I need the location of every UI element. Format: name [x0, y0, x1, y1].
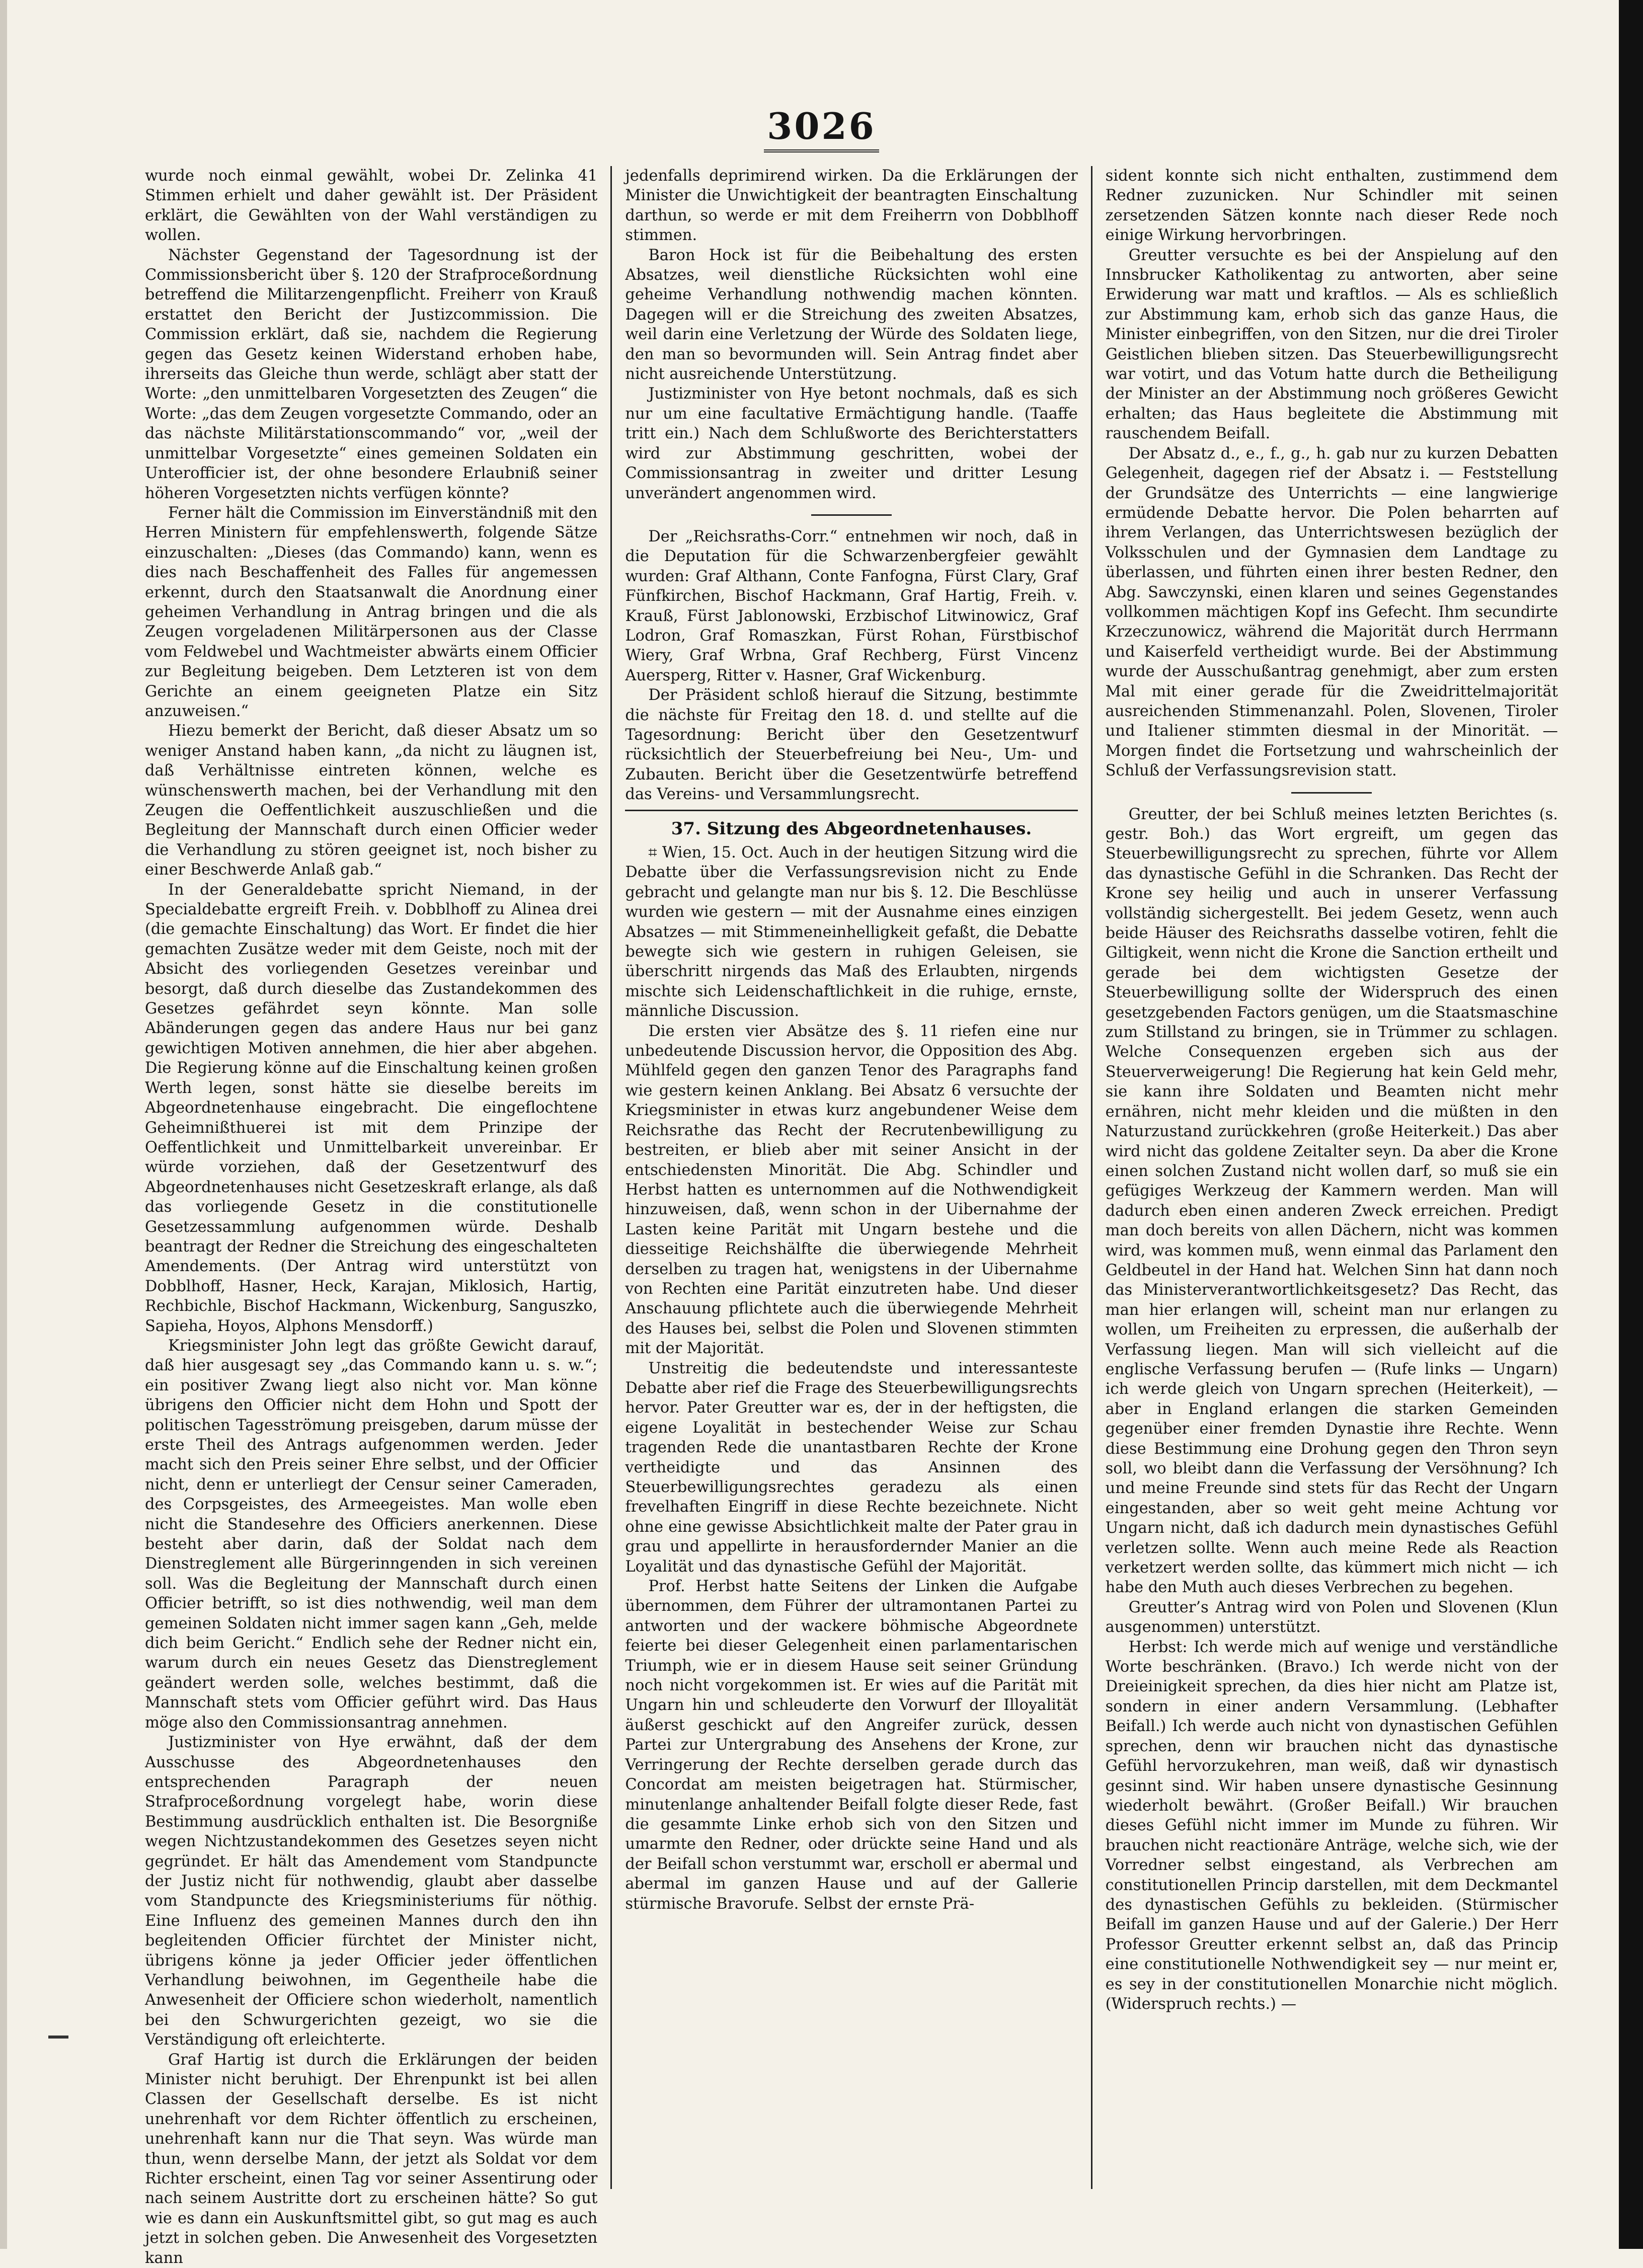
margin-mark [48, 2036, 68, 2039]
paragraph: Greutter’s Antrag wird von Polen und Slovenen (Klun ausgenommen) unterstützt. [1105, 1598, 1558, 1636]
page-edge-left [0, 0, 7, 2249]
section-separator [1291, 792, 1372, 794]
paragraph: Prof. Herbst hatte Seitens der Linken die Aufgabe übernommen, dem Führer der ultramontanen Partei zu antworten und der wackere böhmische Abgeordnete feierte bei dieser Gelegenheit einen parlamentarischen Triumph, wie er in diesem Hause seit seiner Gründung noch nicht vorgekommen ist. Er wies auf die Parität mit Ungarn hin und schleuderte den Vorwurf der Illoyalität äußerst geschickt auf den Angreifer zurück, dessen Partei zur Untergrabung des Ansehens der Krone, zur Verringerung der Rechte derselben gerade durch das Concordat am meisten beigetragen hat. Stürmischer, minutenlange anhaltender Beifall folgte dieser Rede, fast die gesammte Linke erhob sich von den Sitzen und umarmte den Redner, oder drückte seine Hand und als der Beifall schon verstummt war, erscholl er abermal und abermal im ganzen Hause und auf der Gallerie stürmische Bravorufe. Selbst der ernste Prä- [625, 1578, 1078, 1913]
paragraph: Justizminister von Hye erwähnt, daß der dem Ausschusse des Abgeordnetenhauses den entsprechenden Paragraph der neuen Strafproceßordnung vorgelegt habe, worin diese Bestimmung ausdrücklich enthalten ist. Die Besorgniße wegen Nichtzustandekommen des Gesetzes seyen nicht gegründet. Er hält das Amendement vom Standpuncte der Justiz nicht für nothwendig, glaubt aber dasselbe vom Standpuncte des Kriegsministeriums für nöthig. Eine Influenz des gemeinen Mannes durch den ihn begleitenden Officier fürchtet der Minister nicht, übrigens könne ja jeder Officier jeder öffentlichen Verhandlung beiwohnen, im Gegentheile habe die Anwesenheit der Officiere schon wiederholt, namentlich bei den Schwurgerichten gezeigt, wo sie die Verständigung oft erleichterte. [145, 1734, 598, 2049]
paragraph: Kriegsminister John legt das größte Gewicht darauf, daß hier ausgesagt sey „das Commando kann u. s. w.“; ein positiver Zwang liegt also nicht vor. Man könne übrigens den Officier nicht dem Hohn und Spott der politischen Tagesströmung preisgeben, darum müsse der erste Theil des Antrags aufgenommen werden. Jeder macht sich den Preis seiner Ehre selbst, und der Officier nicht, denn er unterliegt der Censur seiner Cameraden, des Corpsgeistes, des Armeegeistes. Man wolle eben nicht die Standesehre des Officiers anerkennen. Diese besteht aber darin, daß der Soldat nach dem Dienstreglement alle Bürgerinngenden in sich vereinen soll. Was die Begleitung der Mannschaft durch einen Officier betrifft, so ist dies nothwendig, weil man dem gemeinen Soldaten nicht immer sagen kann „Geh, melde dich beim Gericht.“ Endlich sehe der Redner nicht ein, warum durch ein neues Gesetz das Dienstreglement geändert werden solle, welches bestimmt, daß die Mannschaft stets vom Officier geführt wird. Das Haus möge also den Commissionsantrag annehmen. [145, 1337, 598, 1732]
paragraph: Greutter, der bei Schluß meines letzten Berichtes (s. gestr. Boh.) das Wort ergreift, um gegen das Steuerbewilligungsrecht zu sprechen, führte vor Allem das dynastische Gefühl in die Schranken. Das Recht der Krone sey heilig und auch in unserer Verfassung vollständig sichergestellt. Bei jedem Gesetz, wenn auch beide Häuser des Reichsraths dasselbe votiren, fehlt die Giltigkeit, wenn nicht die Krone die Sanction ertheilt und gerade bei dem wichtigsten Gesetze der Steuerbewilligung sollte der Widerspruch des einen gesetzgebenden Factors genügen, um die Staatsmaschine zum Stillstand zu bringen, sie in Trümmer zu schlagen. Welche Consequenzen ergeben sich aus der Steuerverweigerung! Die Regierung hat kein Geld mehr, sie kann ihre Soldaten und Beamten nicht mehr ernähren, nicht mehr kleiden und die müßten in den Naturzustand zurückkehren (große Heiterkeit.) Das aber wird nicht das goldene Zeitalter seyn. Da aber die Krone einen solchen Zustand nicht wollen darf, so muß sie ein gefügiges Werkzeug der Kammern werden. Man will dadurch eben einen anderen Zweck erreichen. Predigt man doch bereits von allen Dächern, nicht was kommen wird, was kommen muß, wenn einmal das Parlament den Geldbeutel in der Hand hat. Welchen Sinn hat dann noch das Ministerverantwortlichkeitsgesetz? Das Recht, das man hier erlangen will, scheint man nur erlangen zu wollen, um Freiheiten zu erpressen, die außerhalb der Verfassung liegen. Man will sich vielleicht auf die englische Verfassung berufen — (Rufe links — Ungarn) ich werde gleich von Ungarn sprechen (Heiterkeit), — aber in England erlangen die starken Gemeinden gegenüber einer fremden Dynastie ihre Rechte. Wenn diese Bestimmung eine Drohung gegen den Thron seyn soll, wo bleibt dann die Verfassung der Versöhnung? Ich und meine Freunde sind stets für das Recht der Ungarn eingestanden, aber so weit geht meine Achtung vor Ungarn nicht, daß ich dadurch mein dynastisches Gefühl verletzen sollte. Wenn auch meine Rede als Reaction verketzert werden sollte, das kümmert mich nicht — ich habe den Muth auch dieses Verbrechen zu begehen. [1105, 805, 1558, 1597]
text-columns [132, 166, 1571, 2267]
section-separator [811, 514, 892, 516]
section-heading: 37. Sitzung des Abgeordnetenhauses. [625, 810, 1077, 839]
paragraph: Baron Hock ist für die Beibehaltung des ersten Absatzes, weil dienstliche Rücksichten wohl eine geheime Verhandlung nothwendig machen könnten. Dagegen will er die Streichung des zweiten Absatzes, weil darin eine Verletzung der Würde des Soldaten liege, den man so bevormunden will. Sein Antrag findet aber nicht ausreichende Unterstützung. [625, 246, 1078, 383]
page-header [0, 105, 1643, 152]
paragraph: wurde noch einmal gewählt, wobei Dr. Zelinka 41 Stimmen erhielt und daher gewählt ist. Der Präsident erklärt, die Gewählten von der Wahl verständigen zu wollen. [145, 167, 598, 245]
paragraph: Herbst: Ich werde mich auf wenige und verständliche Worte beschränken. (Bravo.) Ich werde nicht von der Dreieinigkeit sprechen, da dies hier nicht am Platze ist, sondern in einer andern Versammlung. (Lebhafter Beifall.) Ich werde auch nicht von dynastischen Gefühlen sprechen, denn wir brauchen nicht das dynastische Gefühl hervorzukehren, man weiß, daß wir dynastisch gesinnt sind. Wir haben unsere dynastische Gesinnung wiederholt bewährt. (Großer Beifall.) Wir brauchen dieses Gefühl nicht immer im Munde zu führen. Wir brauchen nicht reactionäre Anträge, welche sich, wie der Vorredner selbst eingestand, als Verbrechen am constitutionellen Princip darstellen, mit dem Deckmantel des dynastischen Gefühls zu bekleiden. (Stürmischer Beifall im ganzen Hause und auf der Galerie.) Der Herr Professor Greutter erkennt selbst an, daß das Princip eine constitutionelle Nothwendigkeit sey — nur meint er, es sey in der constitutionellen Monarchie nicht möglich. (Widerspruch rechts.) — [1105, 1638, 1558, 2013]
page-edge-right [1619, 0, 1643, 2249]
paragraph: Hiezu bemerkt der Bericht, daß dieser Absatz um so weniger Anstand haben kann, „da nicht zu läugnen ist, daß Verhältnisse eintreten können, welche es wünschenswerth machen, bei der Verhandlung mit den Zeugen die Oeffentlichkeit auszuschließen und die Begleitung der Mannschaft durch einen Officier weder die Verhandlung zu stören geeignet ist, noch bisher zu einer Beschwerde Anlaß gab.“ [145, 722, 598, 879]
paragraph: Unstreitig die bedeutendste und interessanteste Debatte aber rief die Frage des Steuerbewilligungsrechts hervor. Pater Greutter war es, der in der heftigsten, die eigene Loyalität in bestechender Weise zur Schau tragenden Rede die unantastbaren Rechte der Krone vertheidigte und das Ansinnen des Steuerbewilligungsrechtes geradezu als einen frevelhaften Eingriff in diese Rechte bezeichnete. Nicht ohne eine gewisse Absichtlichkeit malte der Pater grau in grau und appellirte in herausfordernder Manier an die Loyalität und das dynastische Gefühl der Majorität. [625, 1359, 1078, 1576]
page-number: 3026 [764, 105, 879, 152]
paragraph: Graf Hartig ist durch die Erklärungen der beiden Minister nicht beruhigt. Der Ehrenpunkt ist bei allen Classen der Gesellschaft derselbe. Es ist nicht unehrenhaft vor dem Richter öffentlich zu erscheinen, unehrenhaft kann nur die That seyn. Was würde man thun, wenn derselbe Mann, der jetzt als Soldat vor dem Richter erscheint, einen Tag vor seiner Assentirung oder nach seinem Austritte dort zu erscheinen hätte? So gut wie es dann ein Auskunftsmittel gibt, so gut mag es auch jetzt in solchen geben. Die Anwesenheit des Vorgesetzten kann [145, 2051, 598, 2267]
column-2 [612, 166, 1090, 2189]
paragraph: In der Generaldebatte spricht Niemand, in der Specialdebatte ergreift Freih. v. Dobblhoff zu Alinea drei (die gemachte Einschaltung) das Wort. Er findet die hier gemachten Zusätze weder mit dem Geiste, noch mit der Absicht des vorliegenden Gesetzes vereinbar und besorgt, daß durch dieselbe das Zustandekommen des Gesetzes gefährdet seyn könnte. Man solle Abänderungen gegen das andere Haus nur bei ganz gewichtigen Motiven annehmen, die hier aber abgehen. Die Regierung könne auf die Einschaltung keinen großen Werth legen, sonst hätte sie dieselbe bereits im Abgeordnetenhause eingebracht. Die eingeflochtene Geheimnißthuerei ist mit dem Prinzipe der Oeffentlichkeit und Unmittelbarkeit unvereinbar. Er würde vorziehen, daß der Gesetzentwurf des Abgeordnetenhauses nicht Gesetzeskraft erlange, als daß das vorliegende Gesetz in die constitutionelle Gesetzessammlung aufgenommen würde. Deshalb beantragt der Redner die Streichung des eingeschalteten Amendements. (Der Antrag wird unterstützt von Dobblhoff, Hasner, Heck, Karajan, Miklosich, Hartig, Rechbichle, Bischof Hackmann, Wickenburg, Sanguszko, Sapieha, Hoyos, Alphons Mensdorff.) [145, 881, 598, 1335]
paragraph: Justizminister von Hye betont nochmals, daß es sich nur um eine facultative Ermächtigung handle. (Taaffe tritt ein.) Nach dem Schlußworte des Berichterstatters wird zur Abstimmung geschritten, wobei der Commissionsantrag in zweiter und dritter Lesung unverändert angenommen wird. [625, 385, 1078, 502]
paragraph: Nächster Gegenstand der Tagesordnung ist der Commissionsbericht über §. 120 der Strafproceßordnung betreffend die Militarzengenpflicht. Freiherr von Krauß erstattet den Bericht der Justizcommission. Die Commission erklärt, daß sie, nachdem die Regierung gegen das Gesetz keinen Widerstand erhoben habe, ihrerseits das Gleiche thun werde, schlägt aber statt der Worte: „den unmittelbaren Vorgesetzten des Zeugen“ die Worte: „das dem Zeugen vorgesetzte Commando, oder an das nächste Militärstationscommando“ vor, „weil der unmittelbar Vorgesetzte“ eines gemeinen Soldaten ein Unterofficier ist, der ohne besondere Erlaubniß seiner höheren Vorgesetzten nichts verfügen könnte? [145, 246, 598, 502]
paragraph: ⌗ Wien, 15. Oct. Auch in der heutigen Sitzung wird die Debatte über die Verfassungsrevision nicht zu Ende gebracht und gelangte man nur bis §. 12. Die Beschlüsse wurden wie gestern — mit der Ausnahme eines einzigen Absatzes — mit Stimmeneinhelligkeit gefaßt, die Debatte bewegte sich wie gestern in ruhigen Geleisen, sie überschritt nirgends das Maß des Erlaubten, nirgends mischte sich Leidenschaftlichkeit in die ruhige, ernste, männliche Discussion. [625, 844, 1078, 1021]
paragraph: Der Präsident schloß hierauf die Sitzung, bestimmte die nächste für Freitag den 18. d. und stellte auf die Tagesordnung: Bericht über den Gesetzentwurf rücksichtlich der Steuerbefreiung bei Neu-, Um- und Zubauten. Bericht über die Gesetzentwürfe betreffend das Vereins- und Versammlungsrecht. [625, 686, 1078, 804]
column-1 [132, 166, 610, 2267]
paragraph: Ferner hält die Commission im Einverständniß mit den Herren Ministern für empfehlenswerth, folgende Sätze einzuschalten: „Dieses (das Commando) kann, wenn es dies nach Beschaffenheit des Falles für angemessen erkennt, durch den Staatsanwalt die Anordnung einer geheimen Verhandlung in Antrag bringen und die als Zeugen vorgeladenen Militärpersonen aus der Classe vom Feldwebel und Wachtmeister abwärts einem Officier zur Begleitung beigeben. Dem Letzteren ist von dem Gerichte an einem geeigneten Platze ein Sitz anzuweisen.“ [145, 504, 598, 720]
column-3 [1092, 166, 1571, 2189]
paragraph: Die ersten vier Absätze des §. 11 riefen eine nur unbedeutende Discussion hervor, die Opposition des Abg. Mühlfeld gegen den ganzen Tenor des Paragraphs fand wie gestern keinen Anklang. Bei Absatz 6 versuchte der Kriegsminister in etwas kurz angebundener Weise dem Reichsrathe das Recht der Recrutenbewilligung zu bestreiten, er blieb aber mit seiner Ansicht in der entschiedensten Minorität. Die Abg. Schindler und Herbst hatten es unternommen auf die Nothwendigkeit hinzuweisen, daß, wenn schon in der Uibernahme der Lasten keine Parität mit Ungarn bestehe und die diesseitige Reichshälfte die überwiegende Mehrheit derselben zu tragen hat, wenigstens in der Uibernahme von Rechten eine Parität einzutreten habe. Und dieser Anschauung pflichtete auch die überwiegende Mehrheit des Hauses bei, selbst die Polen und Slovenen stimmten mit der Majorität. [625, 1022, 1078, 1358]
paragraph: Der „Reichsraths-Corr.“ entnehmen wir noch, daß in die Deputation für die Schwarzenbergfeier gewählt wurden: Graf Althann, Conte Fanfogna, Fürst Clary, Graf Fünfkirchen, Bischof Hackmann, Graf Hartig, Freih. v. Krauß, Fürst Jablonowski, Erzbischof Litwinowicz, Graf Lodron, Graf Romaszkan, Fürst Rohan, Fürstbischof Wiery, Graf Wrbna, Graf Rechberg, Fürst Vincenz Auersperg, Ritter v. Hasner, Graf Wickenburg. [625, 527, 1078, 684]
paragraph: jedenfalls deprimirend wirken. Da die Erklärungen der Minister die Unwichtigkeit der beantragten Einschaltung darthun, so werde er mit dem Freiherrn von Dobblhoff stimmen. [625, 167, 1078, 245]
paragraph: Greutter versuchte es bei der Anspielung auf den Innsbrucker Katholikentag zu antworten, aber seine Erwiderung war matt und kraftlos. — Als es schließlich zur Abstimmung kam, erhob sich das ganze Haus, die Minister einbegriffen, von den Sitzen, nur die drei Tiroler Geistlichen blieben sitzen. Das Steuerbewilligungsrecht war votirt, und das Votum hatte durch die Betheiligung der Minister an der Abstimmung noch größeres Gewicht erhalten; das Haus begleitete die Abstimmung mit rauschendem Beifall. [1105, 246, 1558, 443]
paragraph: Der Absatz d., e., f., g., h. gab nur zu kurzen Debatten Gelegenheit, dagegen rief der Absatz i. — Feststellung der Grundsätze des Unterrichts — eine langwierige ermüdende Debatte hervor. Die Polen beharrten auf ihrem Verlangen, das Unterrichtswesen bezüglich der Volksschulen und der Gymnasien dem Landtage zu überlassen, und führten einen ihrer besten Redner, den Abg. Sawczynski, einen klaren und seines Gegenstandes vollkommen mächtigen Kopf ins Gefecht. Ihm secundirte Krzeczunowicz, während die Majorität durch Herrmann und Kaiserfeld vertheidigt wurde. Bei der Abstimmung wurde der Ausschußantrag genehmigt, aber zum ersten Mal mit einer gerade für die Zweidrittelmajorität ausreichenden Stimmenanzahl. Polen, Slovenen, Tiroler und Italiener stimmten diesmal in der Minorität. — Morgen findet die Fortsetzung und wahrscheinlich der Schluß der Verfassungsrevision statt. [1105, 444, 1558, 780]
paragraph: sident konnte sich nicht enthalten, zustimmend dem Redner zuzunicken. Nur Schindler mit seinen zersetzenden Sätzen konnte nach dieser Rede noch einige Wirkung hervorbringen. [1105, 167, 1558, 245]
